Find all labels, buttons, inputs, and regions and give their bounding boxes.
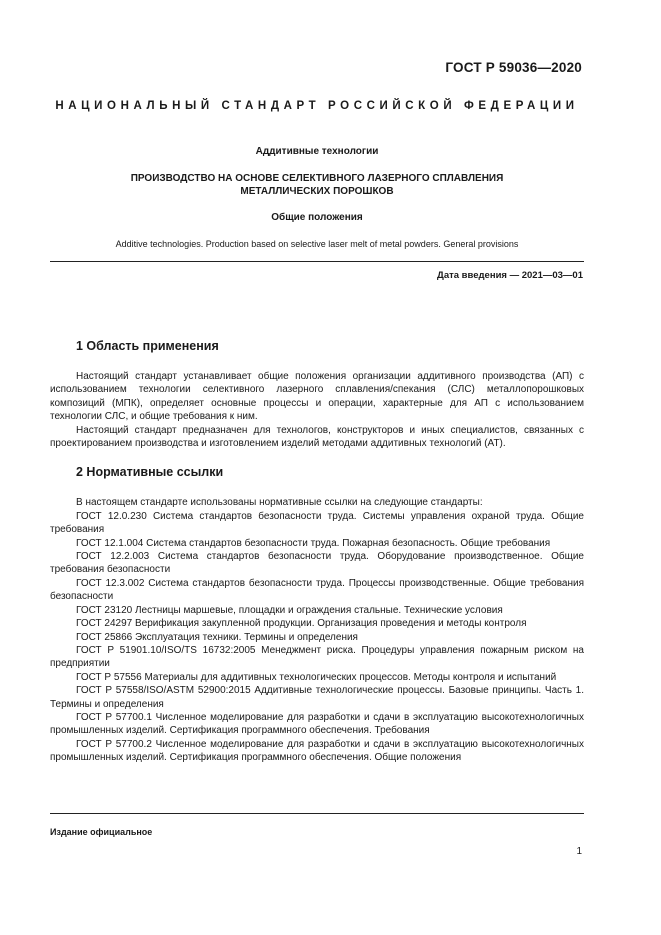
reference-item: ГОСТ Р 57700.2 Численное моделирование для разработки и сдачи в эксплуатацию высокотехнологичных промышленных изделий. Сертификация программного обеспечения. Общие положения [50,738,584,764]
standard-title-line1: ПРОИЗВОДСТВО НА ОСНОВЕ СЕЛЕКТИВНОГО ЛАЗЕРНОГО СПЛАВЛЕНИЯ [130,173,504,184]
reference-item: ГОСТ Р 51901.10/ISO/TS 16732:2005 Менеджмент риска. Процедуры управления пожарным риском на предприятии [50,644,584,670]
section2-heading: 2 Нормативные ссылки [76,465,224,480]
section-spacer [50,450,584,463]
reference-item: ГОСТ 23120 Лестницы маршевые, площадки и ограждения стальные. Технические условия [76,604,503,616]
standard-subtitle: Общие положения [271,212,363,223]
reference-item: ГОСТ Р 57558/ISO/ASTM 52900:2015 Аддитивные технологические процессы. Базовые принципы. Часть 1. Термины и определения [50,685,584,710]
reference-item: ГОСТ Р 57556 Материалы для аддитивных технологических процессов. Методы контроля и испытаний [76,671,557,683]
section2-intro: В настоящем стандарте использованы нормативные ссылки на следующие стандарты: [76,497,483,509]
standard-subject: Аддитивные технологии [255,146,379,157]
reference-item: ГОСТ 25866 Эксплуатация техники. Термины и определения [76,631,358,643]
reference-item: ГОСТ 12.1.004 Система стандартов безопасности труда. Пожарная безопасность. Общие требования [76,537,551,549]
standard-title [50,172,584,198]
reference-item: ГОСТ 12.3.002 Система стандартов безопасности труда. Процессы производственные. Общие требования безопасности [50,577,584,603]
introduction-date: Дата введения — 2021—03—01 [437,270,583,281]
footer-divider [50,813,584,814]
standard-title-line2: МЕТАЛЛИЧЕСКИХ ПОРОШКОВ [240,186,394,197]
document-body [50,337,584,765]
reference-item: ГОСТ 12.2.003 Система стандартов безопасности труда. Оборудование производственное. Общие требования безопасности [50,551,584,576]
section1-paragraph-2: Настоящий стандарт предназначен для технологов, конструкторов и иных специалистов, связанных с проектированием производства и изготовлением изделий методами аддитивных технологий (АТ). [50,424,584,450]
page-number: 1 [576,846,582,857]
edition-label: Издание официальное [50,827,153,837]
reference-item: ГОСТ 24297 Верификация закупленной продукции. Организация проведения и методы контроля [76,618,527,630]
reference-item: ГОСТ Р 57700.1 Численное моделирование для разработки и сдачи в эксплуатацию высокотехнологичных промышленных изделий. Сертификация программного обеспечения. Требования [50,711,584,737]
section1-paragraph-1: Настоящий стандарт устанавливает общие положения организации аддитивного производства (АП) с использованием технологии селективного лазерного сплавления/спекания (СЛС) металлопорошковых композиций (МПК), определяет основные процессы и операции, характерные для АП с использованием технологии СЛС, и общие требования к ним. [50,371,584,423]
section1-heading: 1 Область применения [76,339,219,353]
english-title: Additive technologies. Production based on selective laser melt of metal powders. General provisions [115,239,519,249]
gost-number: ГОСТ Р 59036—2020 [445,60,582,75]
header-divider [50,261,584,262]
national-standard-heading: НАЦИОНАЛЬНЫЙ СТАНДАРТ РОССИЙСКОЙ ФЕДЕРАЦИИ [55,100,579,112]
reference-item: ГОСТ 12.0.230 Система стандартов безопасности труда. Системы управления охраной труда. Общие требования [50,510,584,536]
